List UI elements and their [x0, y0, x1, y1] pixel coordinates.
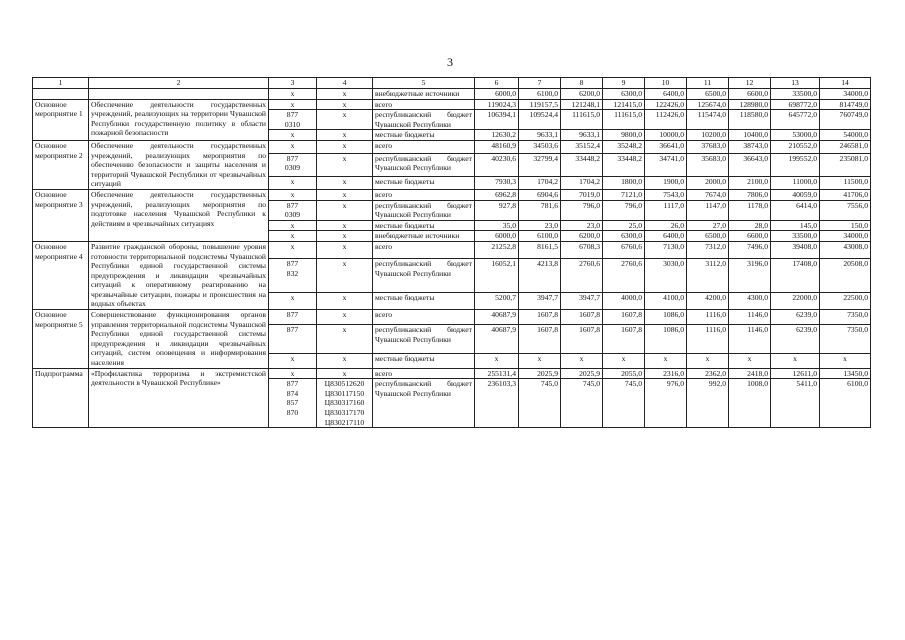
funding-source-cell: республиканский бюджет Чувашской Республики: [373, 259, 475, 292]
funding-source-cell: всего: [373, 241, 475, 258]
executor-code-cell: 877 874 857 870: [269, 379, 317, 428]
amount-cell: 2055,0: [603, 368, 645, 379]
amount-cell: 36643,0: [729, 153, 771, 177]
amount-cell: 17408,0: [771, 259, 820, 292]
amount-cell: 27,0: [687, 220, 729, 231]
column-number-header: 7: [519, 78, 561, 89]
amount-cell: 6962,8: [475, 189, 519, 200]
amount-cell: 4300,0: [729, 292, 771, 309]
target-article-cell: x: [317, 220, 373, 231]
amount-cell: 1147,0: [687, 200, 729, 220]
executor-code-cell: 877: [269, 325, 317, 354]
funding-source-cell: местные бюджеты: [373, 130, 475, 141]
amount-cell: 33448,2: [603, 153, 645, 177]
column-number-header: 2: [89, 78, 269, 89]
amount-cell: 3196,0: [729, 259, 771, 292]
amount-cell: 121248,1: [561, 99, 603, 110]
activity-type-cell: Основное мероприятие 4: [33, 241, 89, 309]
amount-cell: 118580,0: [729, 110, 771, 130]
target-article-cell: x: [317, 259, 373, 292]
amount-cell: 2760,6: [603, 259, 645, 292]
amount-cell: 6600,0: [729, 231, 771, 242]
activity-description-cell: Совершенствование функционирования органов управления территориальной подсистемы Чувашской Республики единой государственной системы предупреждения и ликвидации чрезвычайных ситуаций, систем оповещения и информирования населения: [89, 310, 269, 369]
amount-cell: 150,0: [820, 220, 871, 231]
funding-source-cell: республиканский бюджет Чувашской Республики: [373, 153, 475, 177]
table-row: [33, 310, 871, 325]
table-row: [33, 368, 871, 379]
amount-cell: 7496,0: [729, 241, 771, 258]
amount-cell: 12611,0: [771, 368, 820, 379]
activity-type-cell: Основное мероприятие 2: [33, 140, 89, 189]
funding-source-cell: республиканский бюджет Чувашской Республики: [373, 200, 475, 220]
executor-code-cell: x: [269, 368, 317, 379]
amount-cell: 2316,0: [645, 368, 687, 379]
funding-source-cell: всего: [373, 140, 475, 153]
amount-cell: 796,0: [561, 200, 603, 220]
target-article-cell: x: [317, 231, 373, 242]
amount-cell: 36641,0: [645, 140, 687, 153]
amount-cell: 34000,0: [820, 89, 871, 100]
amount-cell: 33500,0: [771, 231, 820, 242]
amount-cell: 121415,0: [603, 99, 645, 110]
target-article-cell: x: [317, 89, 373, 100]
amount-cell: 43008,0: [820, 241, 871, 258]
amount-cell: 9633,1: [561, 130, 603, 141]
amount-cell: 7121,0: [603, 189, 645, 200]
activity-type-cell: [33, 89, 89, 100]
amount-cell: 1800,0: [603, 177, 645, 190]
amount-cell: 698772,0: [771, 99, 820, 110]
amount-cell: 1116,0: [687, 325, 729, 354]
column-number-header: 10: [645, 78, 687, 89]
amount-cell: 7350,0: [820, 325, 871, 354]
amount-cell: 6600,0: [729, 89, 771, 100]
target-article-cell: x: [317, 292, 373, 309]
page-number: 3: [447, 55, 453, 69]
amount-cell: 22500,0: [820, 292, 871, 309]
amount-cell: 6400,0: [645, 231, 687, 242]
activity-type-cell: Подпрограмма: [33, 368, 89, 428]
funding-source-cell: всего: [373, 99, 475, 110]
amount-cell: 7019,0: [561, 189, 603, 200]
funding-source-cell: местные бюджеты: [373, 353, 475, 368]
table-row: [33, 140, 871, 153]
target-article-cell: x: [317, 110, 373, 130]
amount-cell: 11500,0: [820, 177, 871, 190]
amount-cell: 33500,0: [771, 89, 820, 100]
amount-cell: 16052,1: [475, 259, 519, 292]
amount-cell: 119024,3: [475, 99, 519, 110]
amount-cell: 6500,0: [687, 231, 729, 242]
amount-cell: 796,0: [603, 200, 645, 220]
funding-source-cell: местные бюджеты: [373, 220, 475, 231]
executor-code-cell: x: [269, 231, 317, 242]
amount-cell: 6100,0: [519, 89, 561, 100]
executor-code-cell: x: [269, 220, 317, 231]
activity-description-cell: [89, 89, 269, 100]
amount-cell: 7350,0: [820, 310, 871, 325]
amount-cell: 2418,0: [729, 368, 771, 379]
target-article-cell: x: [317, 353, 373, 368]
funding-source-cell: внебюджетные источники: [373, 231, 475, 242]
amount-cell: x: [820, 353, 871, 368]
column-number-header: 4: [317, 78, 373, 89]
amount-cell: 2362,0: [687, 368, 729, 379]
amount-cell: 3947,7: [561, 292, 603, 309]
amount-cell: 4213,8: [519, 259, 561, 292]
amount-cell: 106394,1: [475, 110, 519, 130]
amount-cell: 6904,6: [519, 189, 561, 200]
amount-cell: 6300,0: [603, 231, 645, 242]
target-article-cell: x: [317, 368, 373, 379]
amount-cell: 1607,8: [603, 325, 645, 354]
amount-cell: 1178,0: [729, 200, 771, 220]
amount-cell: 1117,0: [645, 200, 687, 220]
executor-code-cell: x: [269, 140, 317, 153]
amount-cell: 6414,0: [771, 200, 820, 220]
amount-cell: 745,0: [519, 379, 561, 428]
amount-cell: x: [603, 353, 645, 368]
target-article-cell: x: [317, 189, 373, 200]
amount-cell: x: [645, 353, 687, 368]
amount-cell: 9800,0: [603, 130, 645, 141]
column-number-header: 9: [603, 78, 645, 89]
activity-description-cell: Обеспечение деятельности государственных учреждений, реализующих мероприятия по обеспечению безопасности и защиты населения и территорий Чувашской Республики от чрезвычайных ситуаций: [89, 140, 269, 189]
amount-cell: 35152,4: [561, 140, 603, 153]
amount-cell: 40230,6: [475, 153, 519, 177]
column-number-header: 5: [373, 78, 475, 89]
amount-cell: 12630,2: [475, 130, 519, 141]
amount-cell: 34503,6: [519, 140, 561, 153]
amount-cell: 1900,0: [645, 177, 687, 190]
executor-code-cell: 877 0309: [269, 200, 317, 220]
funding-source-cell: местные бюджеты: [373, 292, 475, 309]
amount-cell: 6300,0: [603, 89, 645, 100]
amount-cell: 745,0: [561, 379, 603, 428]
amount-cell: 255131,4: [475, 368, 519, 379]
amount-cell: 21252,8: [475, 241, 519, 258]
amount-cell: 645772,0: [771, 110, 820, 130]
column-number-header: 1: [33, 78, 89, 89]
amount-cell: 2000,0: [687, 177, 729, 190]
column-number-header: 11: [687, 78, 729, 89]
target-article-cell: x: [317, 200, 373, 220]
amount-cell: 1704,2: [561, 177, 603, 190]
column-number-header: 13: [771, 78, 820, 89]
amount-cell: 32799,4: [519, 153, 561, 177]
amount-cell: 6760,6: [603, 241, 645, 258]
amount-cell: 53000,0: [771, 130, 820, 141]
column-number-header: 3: [269, 78, 317, 89]
amount-cell: 7543,0: [645, 189, 687, 200]
target-article-cell: x: [317, 310, 373, 325]
funding-source-cell: всего: [373, 368, 475, 379]
amount-cell: 109524,4: [519, 110, 561, 130]
executor-code-cell: x: [269, 177, 317, 190]
amount-cell: 4100,0: [645, 292, 687, 309]
amount-cell: 6500,0: [687, 89, 729, 100]
amount-cell: 35683,0: [687, 153, 729, 177]
amount-cell: 35,0: [475, 220, 519, 231]
target-article-cell: x: [317, 177, 373, 190]
amount-cell: 236103,3: [475, 379, 519, 428]
amount-cell: 28,0: [729, 220, 771, 231]
amount-cell: 6200,0: [561, 89, 603, 100]
amount-cell: 1607,8: [603, 310, 645, 325]
amount-cell: 7674,0: [687, 189, 729, 200]
funding-source-cell: местные бюджеты: [373, 177, 475, 190]
column-number-header: 12: [729, 78, 771, 89]
amount-cell: x: [475, 353, 519, 368]
amount-cell: 992,0: [687, 379, 729, 428]
amount-cell: 34741,0: [645, 153, 687, 177]
amount-cell: 7930,3: [475, 177, 519, 190]
activity-description-cell: Обеспечение деятельности государственных учреждений, реализующих мероприятия по подготовке населения Чувашской Республики к действиям в чрезвычайных ситуациях: [89, 189, 269, 241]
amount-cell: 6200,0: [561, 231, 603, 242]
amount-cell: 246581,0: [820, 140, 871, 153]
executor-code-cell: x: [269, 189, 317, 200]
table-row: [33, 189, 871, 200]
activity-type-cell: Основное мероприятие 1: [33, 99, 89, 140]
amount-cell: 2100,0: [729, 177, 771, 190]
amount-cell: 54000,0: [820, 130, 871, 141]
funding-source-cell: всего: [373, 189, 475, 200]
amount-cell: 22000,0: [771, 292, 820, 309]
target-article-cell: x: [317, 325, 373, 354]
funding-source-cell: республиканский бюджет Чувашской Республики: [373, 325, 475, 354]
amount-cell: 6239,0: [771, 325, 820, 354]
table-row: [33, 99, 871, 110]
amount-cell: 40059,0: [771, 189, 820, 200]
amount-cell: 235081,0: [820, 153, 871, 177]
table-row: [33, 89, 871, 100]
amount-cell: x: [771, 353, 820, 368]
amount-cell: 1607,8: [561, 325, 603, 354]
amount-cell: 6400,0: [645, 89, 687, 100]
amount-cell: 1116,0: [687, 310, 729, 325]
amount-cell: 6239,0: [771, 310, 820, 325]
funding-source-cell: республиканский бюджет Чувашской Республики: [373, 110, 475, 130]
amount-cell: 145,0: [771, 220, 820, 231]
amount-cell: x: [729, 353, 771, 368]
amount-cell: 3112,0: [687, 259, 729, 292]
amount-cell: 1146,0: [729, 310, 771, 325]
amount-cell: 25,0: [603, 220, 645, 231]
amount-cell: 40687,9: [475, 325, 519, 354]
amount-cell: 6100,0: [519, 231, 561, 242]
amount-cell: 745,0: [603, 379, 645, 428]
amount-cell: x: [687, 353, 729, 368]
amount-cell: 111615,0: [603, 110, 645, 130]
amount-cell: 10400,0: [729, 130, 771, 141]
amount-cell: 3030,0: [645, 259, 687, 292]
amount-cell: x: [519, 353, 561, 368]
amount-cell: 20508,0: [820, 259, 871, 292]
amount-cell: 128980,0: [729, 99, 771, 110]
amount-cell: 13450,0: [820, 368, 871, 379]
amount-cell: 23,0: [519, 220, 561, 231]
column-number-header: 8: [561, 78, 603, 89]
amount-cell: 111615,0: [561, 110, 603, 130]
activity-type-cell: Основное мероприятие 3: [33, 189, 89, 241]
amount-cell: 37683,0: [687, 140, 729, 153]
amount-cell: 4200,0: [687, 292, 729, 309]
target-article-cell: x: [317, 130, 373, 141]
amount-cell: 112426,0: [645, 110, 687, 130]
amount-cell: 199552,0: [771, 153, 820, 177]
amount-cell: 927,8: [475, 200, 519, 220]
amount-cell: 125674,0: [687, 99, 729, 110]
target-article-cell: x: [317, 153, 373, 177]
amount-cell: 3947,7: [519, 292, 561, 309]
amount-cell: 9633,1: [519, 130, 561, 141]
executor-code-cell: x: [269, 241, 317, 258]
header-row: [33, 78, 871, 89]
executor-code-cell: x: [269, 89, 317, 100]
amount-cell: 6000,0: [475, 89, 519, 100]
amount-cell: 1607,8: [561, 310, 603, 325]
executor-code-cell: x: [269, 99, 317, 110]
amount-cell: 1008,0: [729, 379, 771, 428]
amount-cell: 1086,0: [645, 310, 687, 325]
amount-cell: 2025,9: [561, 368, 603, 379]
amount-cell: 26,0: [645, 220, 687, 231]
amount-cell: 7806,0: [729, 189, 771, 200]
amount-cell: 119157,5: [519, 99, 561, 110]
column-number-header: 14: [820, 78, 871, 89]
amount-cell: 6100,0: [820, 379, 871, 428]
activity-description-cell: Обеспечение деятельности государственных учреждений, реализующих на территории Чувашской Республики государственную политику в области пожарной безопасности: [89, 99, 269, 140]
amount-cell: 1607,8: [519, 310, 561, 325]
amount-cell: 7556,0: [820, 200, 871, 220]
funding-source-cell: внебюджетные источники: [373, 89, 475, 100]
amount-cell: 122426,0: [645, 99, 687, 110]
activity-type-cell: Основное мероприятие 5: [33, 310, 89, 369]
amount-cell: 39408,0: [771, 241, 820, 258]
amount-cell: 760749,0: [820, 110, 871, 130]
executor-code-cell: x: [269, 353, 317, 368]
target-article-cell: x: [317, 241, 373, 258]
amount-cell: 4000,0: [603, 292, 645, 309]
executor-code-cell: 877 832: [269, 259, 317, 292]
amount-cell: 5200,7: [475, 292, 519, 309]
executor-code-cell: 877 0310: [269, 110, 317, 130]
target-article-cell: Ц830512620 Ц830117150 Ц830317160 Ц830317170 Ц830217110: [317, 379, 373, 428]
amount-cell: 48160,9: [475, 140, 519, 153]
column-number-header: 6: [475, 78, 519, 89]
amount-cell: 781,6: [519, 200, 561, 220]
funding-source-cell: всего: [373, 310, 475, 325]
amount-cell: 210552,0: [771, 140, 820, 153]
amount-cell: 34000,0: [820, 231, 871, 242]
amount-cell: 23,0: [561, 220, 603, 231]
amount-cell: 2760,6: [561, 259, 603, 292]
funding-source-cell: республиканский бюджет Чувашской Республики: [373, 379, 475, 428]
amount-cell: 10000,0: [645, 130, 687, 141]
amount-cell: 41706,0: [820, 189, 871, 200]
amount-cell: 33448,2: [561, 153, 603, 177]
amount-cell: 1146,0: [729, 325, 771, 354]
executor-code-cell: 877: [269, 310, 317, 325]
amount-cell: 35248,2: [603, 140, 645, 153]
executor-code-cell: x: [269, 130, 317, 141]
amount-cell: 10200,0: [687, 130, 729, 141]
amount-cell: x: [561, 353, 603, 368]
amount-cell: 6000,0: [475, 231, 519, 242]
amount-cell: 814749,0: [820, 99, 871, 110]
target-article-cell: x: [317, 99, 373, 110]
amount-cell: 115474,0: [687, 110, 729, 130]
amount-cell: 1086,0: [645, 325, 687, 354]
amount-cell: 11000,0: [771, 177, 820, 190]
amount-cell: 6708,3: [561, 241, 603, 258]
amount-cell: 38743,0: [729, 140, 771, 153]
amount-cell: 1607,8: [519, 325, 561, 354]
amount-cell: 40687,9: [475, 310, 519, 325]
executor-code-cell: x: [269, 292, 317, 309]
amount-cell: 5411,0: [771, 379, 820, 428]
target-article-cell: x: [317, 140, 373, 153]
amount-cell: 7130,0: [645, 241, 687, 258]
table-row: [33, 241, 871, 258]
amount-cell: 8161,5: [519, 241, 561, 258]
amount-cell: 7312,0: [687, 241, 729, 258]
activity-description-cell: Развитие гражданской обороны, повышение уровня готовности территориальной подсистемы Чувашской Республики единой государственной системы предупреждения и ликвидации чрезвычайных ситуаций к оперативному реагированию на чрезвычайные ситуации, пожары и происшествия на водных объектах: [89, 241, 269, 309]
activity-description-cell: «Профилактика терроризма и экстремистской деятельности в Чувашской Республике»: [89, 368, 269, 428]
executor-code-cell: 877 0309: [269, 153, 317, 177]
amount-cell: 976,0: [645, 379, 687, 428]
amount-cell: 1704,2: [519, 177, 561, 190]
amount-cell: 2025,9: [519, 368, 561, 379]
budget-table: [32, 77, 871, 428]
